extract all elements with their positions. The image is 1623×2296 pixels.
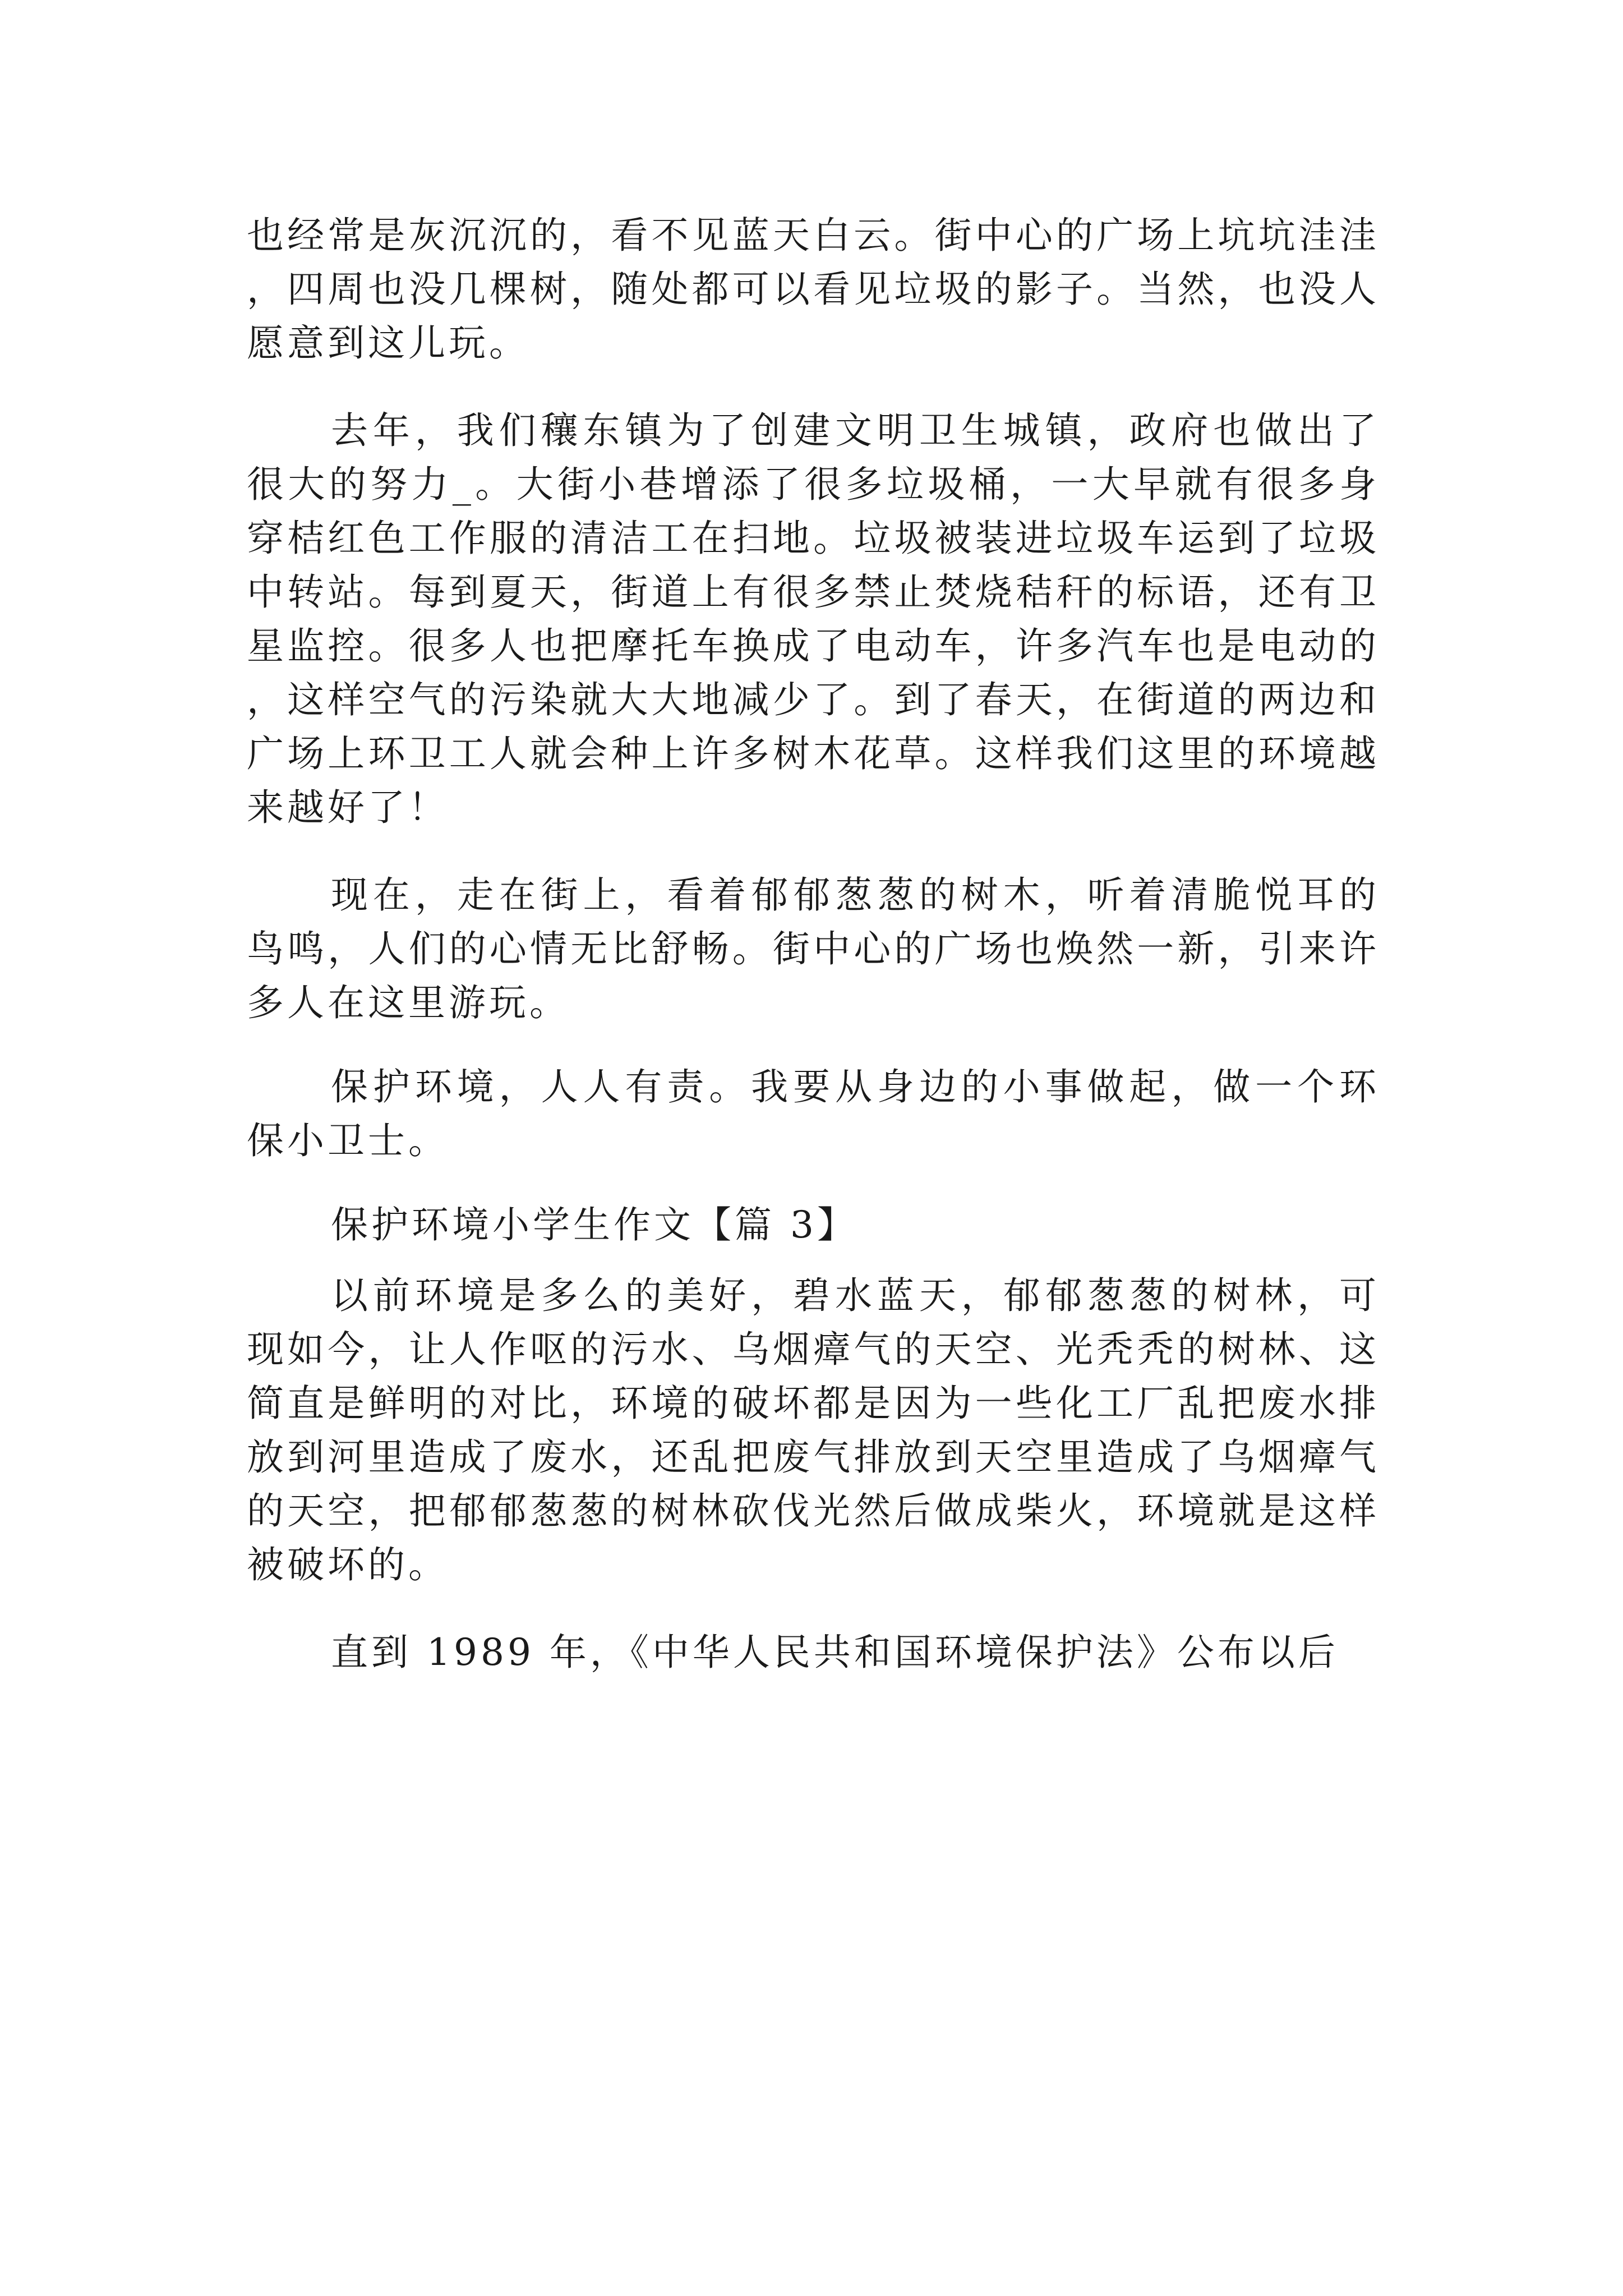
- paragraph-3: 现在，走在街上，看着郁郁葱葱的树木，听着清脆悦耳的鸟鸣，人们的心情无比舒畅。街中心的广场也焕然一新，引来许多人在这里游玩。: [247, 873, 1380, 1024]
- document-page: [247, 209, 1380, 1680]
- paragraph-2: 去年，我们穰东镇为了创建文明卫生城镇，政府也做出了很大的努力_。大街小巷增添了很多垃圾桶，一大早就有很多身穿桔红色工作服的清洁工在扫地。垃圾被装进垃圾车运到了垃圾中转站。每到夏天，街道上有很多禁止焚烧秸秆的标语，还有卫星监控。很多人也把摩托车换成了电动车，许多汽车也是电动的，这样空气的污染就大大地减少了。到了春天，在街道的两边和广场上环卫工人就会种上许多树木花草。这样我们这里的环境越来越好了！: [247, 409, 1380, 829]
- paragraph-1: 也经常是灰沉沉的，看不见蓝天白云。街中心的广场上坑坑洼洼，四周也没几棵树，随处都可以看见垃圾的影子。当然，也没人愿意到这儿玩。: [247, 214, 1380, 365]
- paragraph-5: 以前环境是多么的美好，碧水蓝天，郁郁葱葱的树林，可现如今，让人作呕的污水、乌烟瘴气的天空、光秃秃的树林、这简直是鲜明的对比，环境的破坏都是因为一些化工厂乱把废水排放到河里造成了废水，还乱把废气排放到天空里造成了乌烟瘴气的天空，把郁郁葱葱的树林砍伐光然后做成柴火，环境就是这样被破坏的。: [247, 1274, 1380, 1586]
- paragraph-6: 直到 1989 年，《中华人民共和国环境保护法》公布以后: [331, 1631, 1339, 1674]
- section-heading: 保护环境小学生作文【篇 3】: [331, 1203, 857, 1246]
- paragraph-4: 保护环境，人人有责。我要从身边的小事做起，做一个环保小卫士。: [247, 1065, 1380, 1162]
